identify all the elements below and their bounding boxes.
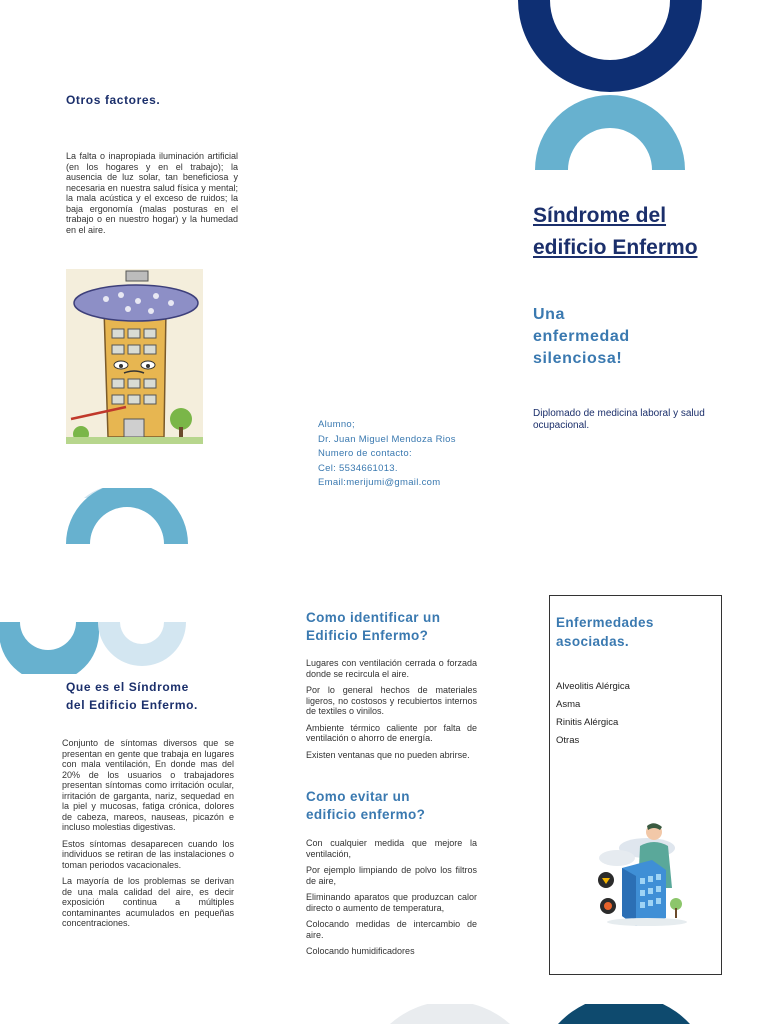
associated-heading-line-1: Enfermedades: [556, 615, 654, 630]
associated-diseases-heading: [556, 613, 654, 651]
que-es-heading-line-2: del Edificio Enfermo.: [66, 698, 198, 712]
disease-item: Otras: [556, 735, 580, 746]
contact-line-student: Alumno;: [318, 419, 355, 430]
cover-program: Diplomado de medicina laboral y salud ocupacional.: [533, 408, 705, 431]
associated-diseases-box: [549, 595, 722, 975]
decorative-arcs-bottom: [380, 1004, 710, 1024]
avoid-heading: [306, 788, 425, 824]
identify-list: [306, 658, 477, 760]
decorative-rings-bottom-left: [0, 622, 190, 674]
avoid-item-3: Eliminando aparatos que produzcan calor directo o aumento de temperatura,: [306, 892, 477, 913]
identify-item-1: Lugares con ventilación cerrada o forzada donde se recircula el aire.: [306, 658, 477, 679]
disease-item: Alveolitis Alérgica: [556, 681, 630, 692]
identify-item-3: Ambiente térmico caliente por falta de ventilación o ahorro de energía.: [306, 722, 477, 743]
avoid-item-1: Con cualquier medida que mejore la ventilación,: [306, 838, 477, 859]
contact-line-label: Numero de contacto:: [318, 448, 412, 459]
contact-line-email: Email:merijumi@gmail.com: [318, 477, 441, 488]
cover-subtitle-line-2: enfermedad: [533, 328, 630, 345]
avoid-heading-line-1: Como evitar un: [306, 789, 410, 804]
avoid-item-5: Colocando humidificadores: [306, 946, 415, 956]
contact-line-phone: Cel: 5534661013.: [318, 462, 398, 474]
contact-block: [318, 418, 456, 491]
disease-item: Asma: [556, 699, 581, 710]
que-es-paragraph-3: La mayoría de los problemas se derivan de una mala calidad del aire, es decir exposición continua a múltiples contaminantes acumulados en pequeñas concentraciones.: [62, 876, 234, 928]
identify-item-2: Por lo general hechos de materiales ligeros, no costosos y recubiertos internos de textiles o vinilos.: [306, 685, 477, 716]
cover-title-line-1: Síndrome del: [533, 204, 667, 227]
identify-heading-line-1: Como identificar un: [306, 610, 441, 625]
identify-heading-line-2: Edificio Enfermo?: [306, 628, 429, 643]
identify-item-4: Existen ventanas que no pueden abrirse.: [306, 749, 470, 760]
decorative-blue-arc-left: [60, 488, 195, 546]
otros-factores-text: La falta o inapropiada iluminación artificial (en los hogares y en el trabajo); la ausencia de luz solar, tan beneficiosa y necesaria en nuestra salud física y mental; la mala acústica y el exceso de ruidos; la baja ergonomía (malas posturas en el trabajo o en nuestro hogar) y la humedad en el aire.: [66, 151, 238, 235]
avoid-item-2: Por ejemplo limpiando de polvo los filtros de aire,: [306, 865, 477, 886]
cover-subtitle-line-1: Una: [533, 306, 566, 323]
cover-title-line-2: edificio Enfermo: [533, 236, 698, 259]
que-es-paragraph-1: Conjunto de síntomas diversos que se presentan en gente que trabaja en lugares con mala ventilación, En donde mas del 20% de los usuarios o trabajadores presentan síntomas como irritación ocular, irritación de garganta, nariz, sequedad en la piel y mucosas, fatiga crónica, dolores de cabeza, mareos, nauseas, picazón e incluso molestias digestivas.: [62, 738, 234, 832]
associated-diseases-list: [556, 678, 630, 750]
contact-line-name: Dr. Juan Miguel Mendoza Rios: [318, 433, 456, 445]
que-es-body: [62, 738, 234, 929]
doctor-building-illustration-icon: [592, 818, 692, 928]
que-es-heading: [66, 678, 198, 714]
cover-title: [533, 200, 698, 264]
sick-building-image: [66, 269, 203, 444]
cover-subtitle: [533, 304, 630, 370]
decorative-navy-ring: [510, 0, 710, 95]
avoid-item-4: Colocando medidas de intercambio de aire.: [306, 919, 477, 940]
decorative-blue-arc-top: [530, 92, 690, 172]
disease-item: Rinitis Alérgica: [556, 717, 619, 728]
identify-heading: [306, 609, 440, 645]
sick-building-cartoon-icon: [66, 269, 203, 444]
avoid-heading-line-2: edificio enfermo?: [306, 807, 426, 822]
otros-factores-heading: Otros factores.: [66, 93, 161, 107]
cover-subtitle-line-3: silenciosa!: [533, 350, 623, 367]
que-es-heading-line-1: Que es el Síndrome: [66, 680, 189, 694]
associated-heading-line-2: asociadas.: [556, 634, 630, 649]
que-es-paragraph-2: Estos síntomas desaparecen cuando los individuos se retiran de las instalaciones o toman periodos vacacionales.: [62, 838, 234, 870]
avoid-list: [306, 838, 477, 957]
